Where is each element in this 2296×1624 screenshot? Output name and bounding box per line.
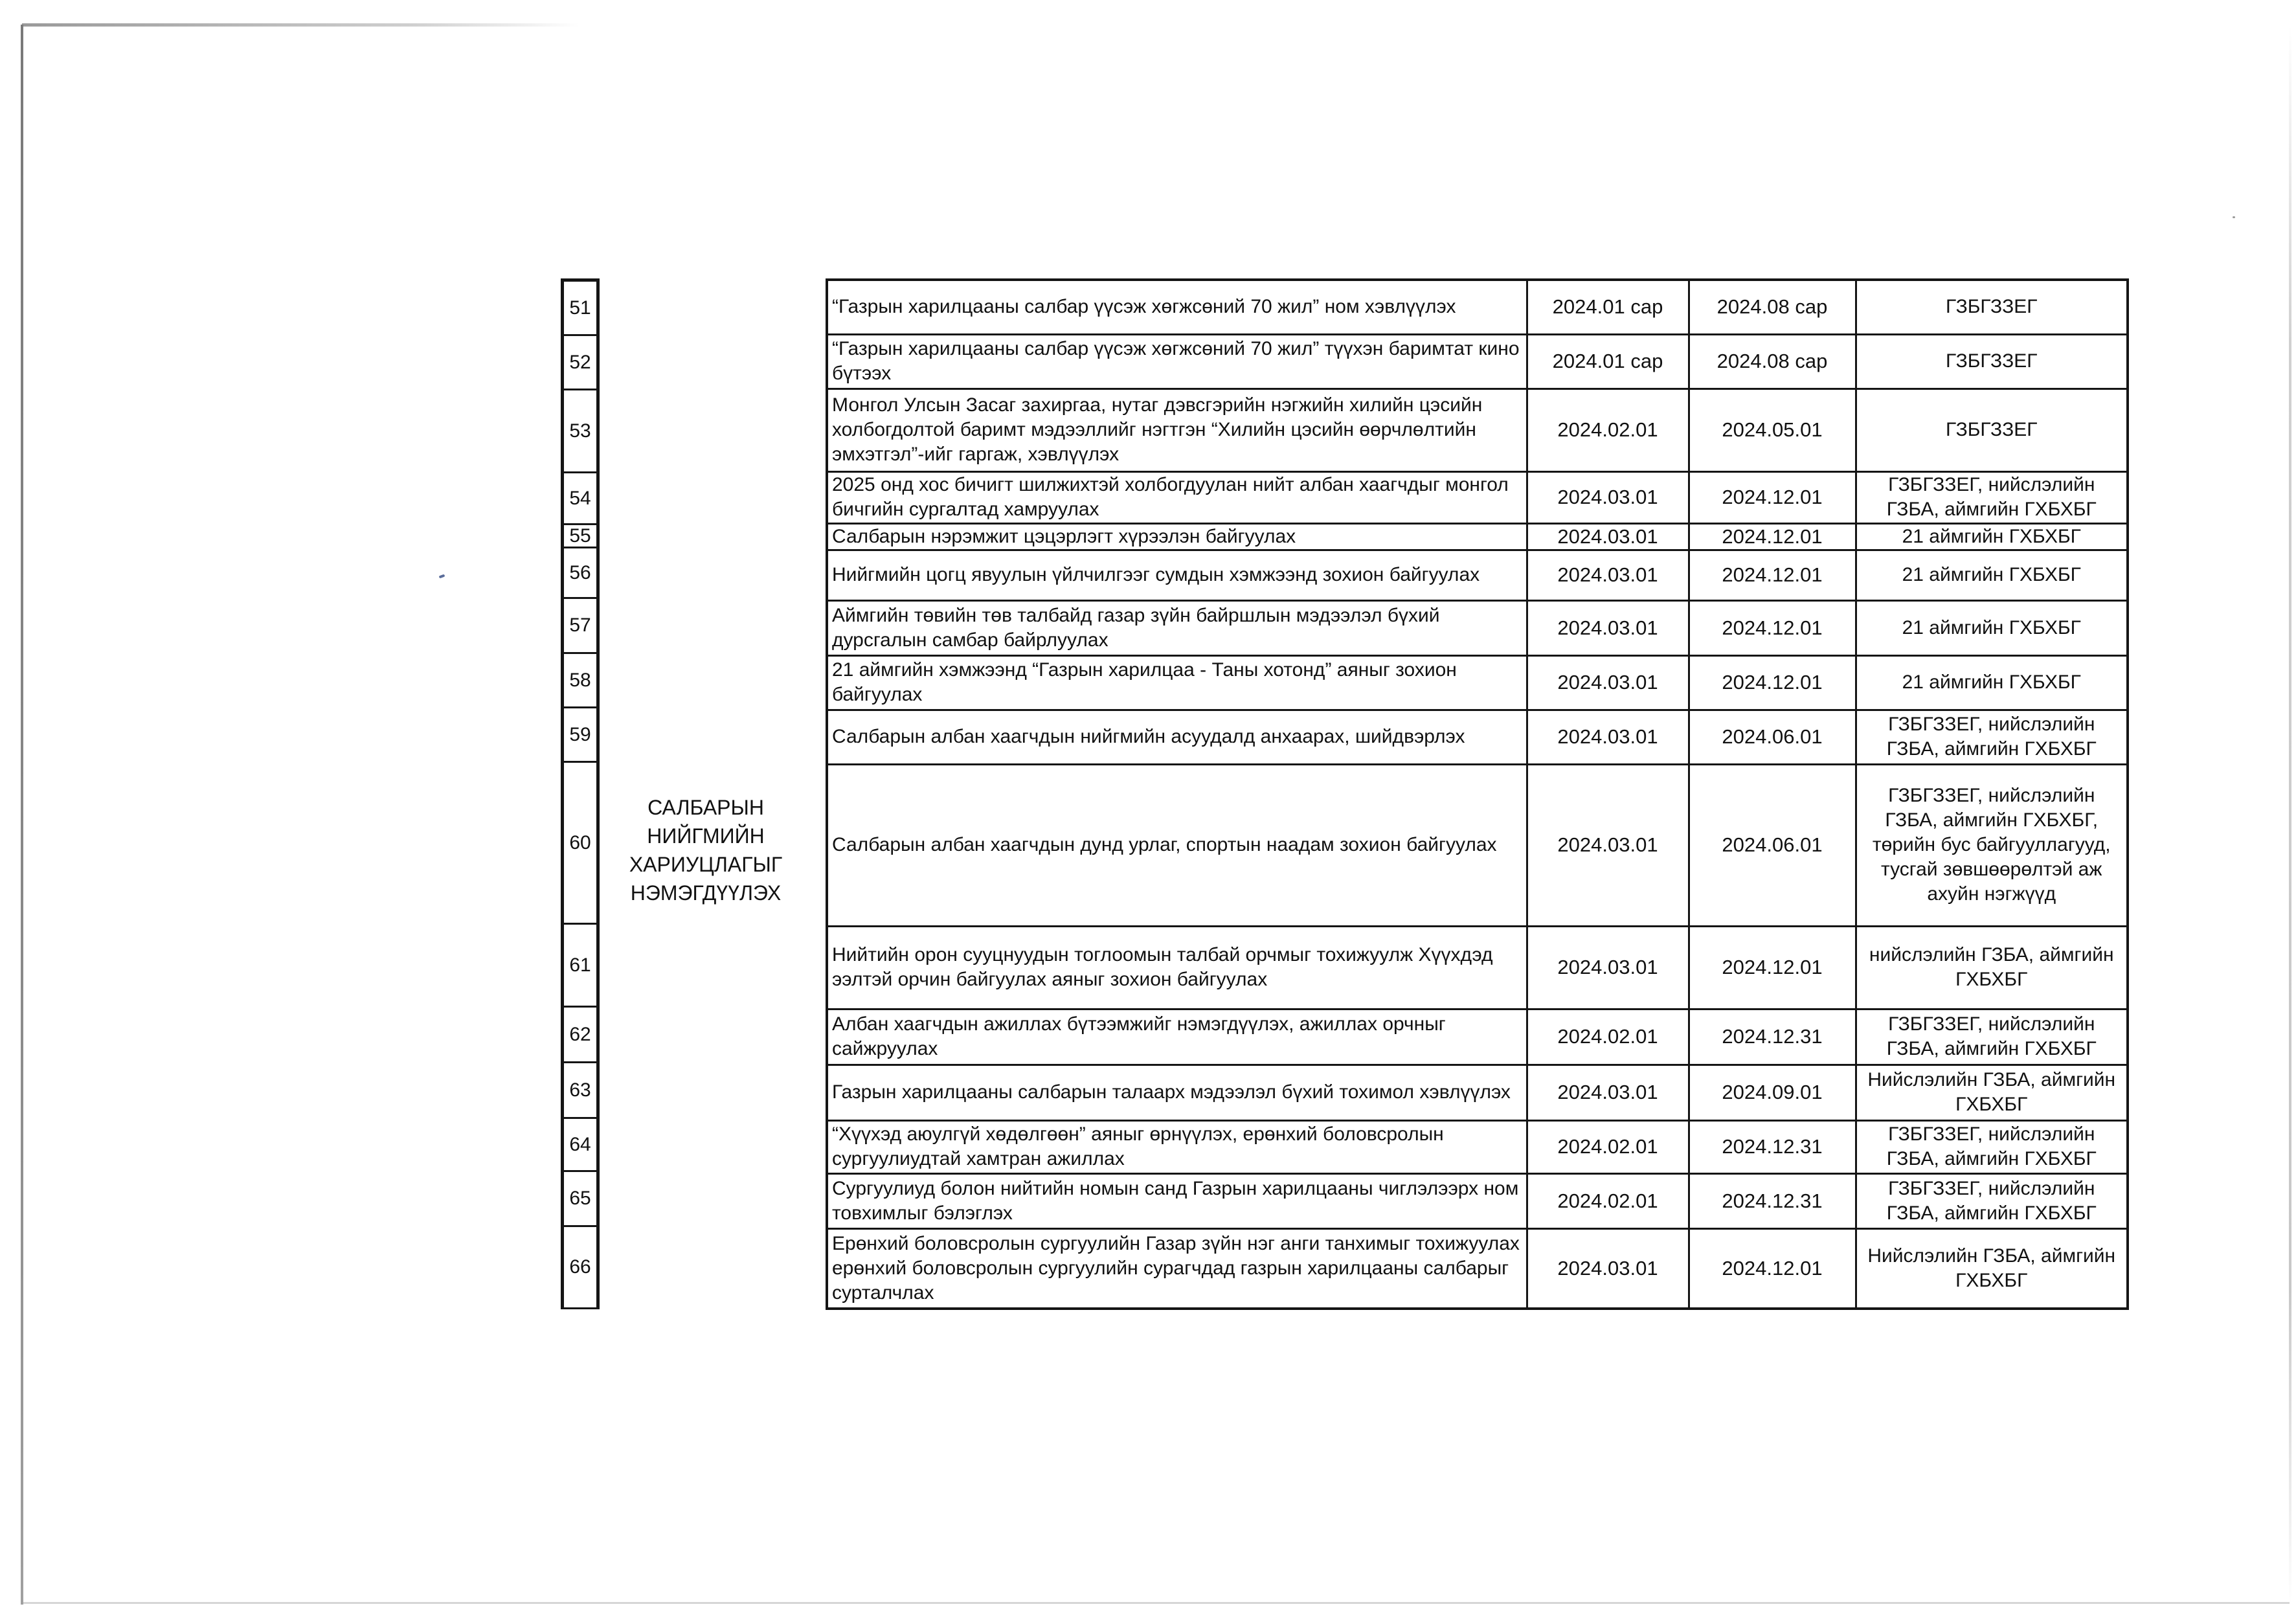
table-row	[827, 523, 2128, 550]
table-row	[827, 1009, 2128, 1065]
activity-table	[826, 278, 2129, 1310]
start-date-cell: 2024.03.01	[1527, 764, 1689, 926]
responsible-cell: Нийслэлийн ГЗБА, аймгийн ГХБХБГ	[1856, 1228, 2128, 1309]
responsible-cell: Нийслэлийн ГЗБА, аймгийн ГХБХБГ	[1856, 1065, 2128, 1120]
activity-cell: 21 аймгийн хэмжээнд “Газрын харилцаа - Таны хотонд” аяныг зохион байгуулах	[827, 655, 1527, 710]
start-date-cell: 2024.02.01	[1527, 1120, 1689, 1173]
end-date-cell: 2024.12.31	[1689, 1173, 1856, 1228]
end-date-cell: 2024.12.01	[1689, 926, 1856, 1009]
table-row	[827, 1120, 2128, 1173]
row-number: 51	[564, 282, 596, 336]
activity-cell: Албан хаагчдын ажиллах бүтээмжийг нэмэгдүүлэх, ажиллах орчныг сайжруулах	[827, 1009, 1527, 1065]
responsible-cell: 21 аймгийн ГХБХБГ	[1856, 600, 2128, 655]
start-date-cell: 2024.02.01	[1527, 1009, 1689, 1065]
table-row	[827, 710, 2128, 764]
table-row	[827, 389, 2128, 471]
section-title-line: НИЙГМИЙН	[647, 824, 765, 848]
scan-speck	[2233, 216, 2235, 218]
responsible-cell: ГЗБГЗЗЕГ, нийслэлийн ГЗБА, аймгийн ГХБХБГ	[1856, 1173, 2128, 1228]
table-row	[827, 764, 2128, 926]
start-date-cell: 2024.03.01	[1527, 710, 1689, 764]
responsible-cell: 21 аймгийн ГХБХБГ	[1856, 550, 2128, 600]
scan-border-left	[21, 25, 23, 1605]
responsible-cell: ГЗБГЗЗЕГ	[1856, 334, 2128, 389]
section-title-line: ХАРИУЦЛАГЫГ	[629, 853, 783, 876]
end-date-cell: 2024.06.01	[1689, 764, 1856, 926]
responsible-cell: ГЗБГЗЗЕГ	[1856, 389, 2128, 471]
end-date-cell: 2024.08 сар	[1689, 280, 1856, 334]
responsible-cell: ГЗБГЗЗЕГ	[1856, 280, 2128, 334]
row-number: 53	[564, 390, 596, 473]
section-title-line: НЭМЭГДҮҮЛЭХ	[630, 881, 782, 905]
end-date-cell: 2024.12.01	[1689, 1228, 1856, 1309]
start-date-cell: 2024.03.01	[1527, 523, 1689, 550]
end-date-cell: 2024.12.01	[1689, 655, 1856, 710]
row-number: 61	[564, 925, 596, 1008]
start-date-cell: 2024.03.01	[1527, 1228, 1689, 1309]
activity-table-body	[827, 280, 2128, 1309]
activity-cell: Аймгийн төвийн төв талбайд газар зүйн байршлын мэдээлэл бүхий дурсгалын самбар байрлуулах	[827, 600, 1527, 655]
row-number: 55	[564, 525, 596, 548]
row-number: 62	[564, 1008, 596, 1063]
end-date-cell: 2024.09.01	[1689, 1065, 1856, 1120]
table-row	[827, 600, 2128, 655]
activity-cell: “Газрын харилцааны салбар үүсэж хөгжсөний 70 жил” түүхэн баримтат кино бүтээх	[827, 334, 1527, 389]
table-row	[827, 655, 2128, 710]
start-date-cell: 2024.01 сар	[1527, 334, 1689, 389]
section-title-line: САЛБАРЫН	[647, 796, 764, 819]
activity-cell: Нийгмийн цогц явуулын үйлчилгээг сумдын хэмжээнд зохион байгуулах	[827, 550, 1527, 600]
activity-cell: Салбарын нэрэмжит цэцэрлэгт хүрээлэн байгуулах	[827, 523, 1527, 550]
activity-cell: Газрын харилцааны салбарын талаарх мэдээлэл бүхий тохимол хэвлүүлэх	[827, 1065, 1527, 1120]
activity-cell: 2025 онд хос бичигт шилжихтэй холбогдуулан нийт албан хаагчдыг монгол бичгийн сургалтад хамруулах	[827, 471, 1527, 523]
start-date-cell: 2024.03.01	[1527, 926, 1689, 1009]
row-number: 52	[564, 336, 596, 390]
row-number: 60	[564, 763, 596, 925]
responsible-cell: ГЗБГЗЗЕГ, нийслэлийн ГЗБА, аймгийн ГХБХБГ, төрийн бус байгууллагууд, тусгай зөвшөөрөлтэй аж ахуйн нэгжүүд	[1856, 764, 2128, 926]
responsible-cell: ГЗБГЗЗЕГ, нийслэлийн ГЗБА, аймгийн ГХБХБГ	[1856, 1009, 2128, 1065]
responsible-cell: 21 аймгийн ГХБХБГ	[1856, 655, 2128, 710]
scan-border-top	[22, 23, 579, 27]
row-number: 56	[564, 548, 596, 599]
responsible-cell: 21 аймгийн ГХБХБГ	[1856, 523, 2128, 550]
activity-cell: Нийтийн орон сууцнуудын тоглоомын талбай орчмыг тохижуулж Хүүхдэд ээлтэй орчин байгуулах аяныг зохион байгуулах	[827, 926, 1527, 1009]
table-row	[827, 1065, 2128, 1120]
activity-cell: “Газрын харилцааны салбар үүсэж хөгжсөний 70 жил” ном хэвлүүлэх	[827, 280, 1527, 334]
start-date-cell: 2024.02.01	[1527, 389, 1689, 471]
section-title	[615, 793, 796, 907]
start-date-cell: 2024.01 сар	[1527, 280, 1689, 334]
row-number: 63	[564, 1063, 596, 1119]
start-date-cell: 2024.03.01	[1527, 1065, 1689, 1120]
end-date-cell: 2024.12.01	[1689, 550, 1856, 600]
activity-cell: Салбарын албан хаагчдын дунд урлаг, спортын наадам зохион байгуулах	[827, 764, 1527, 926]
table-row	[827, 1228, 2128, 1309]
activity-cell: Сургуулиуд болон нийтийн номын санд Газрын харилцааны чиглэлээрх ном товхимлыг бэлэглэх	[827, 1173, 1527, 1228]
activity-cell: “Хүүхэд аюулгүй хөдөлгөөн” аяныг өрнүүлэх, ерөнхий боловсролын сургуулиудтай хамтран ажиллах	[827, 1120, 1527, 1173]
row-number: 64	[564, 1119, 596, 1172]
responsible-cell: нийслэлийн ГЗБА, аймгийн ГХБХБГ	[1856, 926, 2128, 1009]
row-number-column	[561, 278, 600, 1309]
responsible-cell: ГЗБГЗЗЕГ, нийслэлийн ГЗБА, аймгийн ГХБХБГ	[1856, 471, 2128, 523]
end-date-cell: 2024.08 сар	[1689, 334, 1856, 389]
start-date-cell: 2024.03.01	[1527, 600, 1689, 655]
table-row	[827, 1173, 2128, 1228]
table-row	[827, 471, 2128, 523]
activity-cell: Салбарын албан хаагчдын нийгмийн асуудалд анхаарах, шийдвэрлэх	[827, 710, 1527, 764]
row-number: 54	[564, 473, 596, 525]
row-number: 57	[564, 599, 596, 654]
start-date-cell: 2024.03.01	[1527, 550, 1689, 600]
responsible-cell: ГЗБГЗЗЕГ, нийслэлийн ГЗБА, аймгийн ГХБХБГ	[1856, 710, 2128, 764]
activity-cell: Монгол Улсын Засаг захиргаа, нутаг дэвсгэрийн нэгжийн хилийн цэсийн холбогдолтой баримт мэдээллийг нэгтгэн “Хилийн цэсийн өөрчлөлтийн эмхэтгэл”-ийг гаргаж, хэвлүүлэх	[827, 389, 1527, 471]
end-date-cell: 2024.12.01	[1689, 471, 1856, 523]
scan-border-bottom	[23, 1602, 2290, 1604]
start-date-cell: 2024.02.01	[1527, 1173, 1689, 1228]
row-number: 59	[564, 708, 596, 763]
start-date-cell: 2024.03.01	[1527, 471, 1689, 523]
table-row	[827, 334, 2128, 389]
end-date-cell: 2024.05.01	[1689, 389, 1856, 471]
end-date-cell: 2024.12.31	[1689, 1120, 1856, 1173]
scan-speck	[439, 574, 445, 579]
row-number: 58	[564, 654, 596, 708]
end-date-cell: 2024.12.01	[1689, 600, 1856, 655]
row-number: 65	[564, 1172, 596, 1227]
activity-cell: Ерөнхий боловсролын сургуулийн Газар зүйн нэг анги танхимыг тохижуулах ерөнхий боловсролын сургуулийн сурагчдад газрын харилцааны салбарыг сурталчлах	[827, 1228, 1527, 1309]
row-number: 66	[569, 1256, 591, 1278]
table-row	[827, 280, 2128, 334]
end-date-cell: 2024.12.01	[1689, 523, 1856, 550]
end-date-cell: 2024.12.31	[1689, 1009, 1856, 1065]
responsible-cell: ГЗБГЗЗЕГ, нийслэлийн ГЗБА, аймгийн ГХБХБГ	[1856, 1120, 2128, 1173]
scan-border-right	[2289, 26, 2291, 1606]
end-date-cell: 2024.06.01	[1689, 710, 1856, 764]
table-row	[827, 550, 2128, 600]
start-date-cell: 2024.03.01	[1527, 655, 1689, 710]
table-row	[827, 926, 2128, 1009]
